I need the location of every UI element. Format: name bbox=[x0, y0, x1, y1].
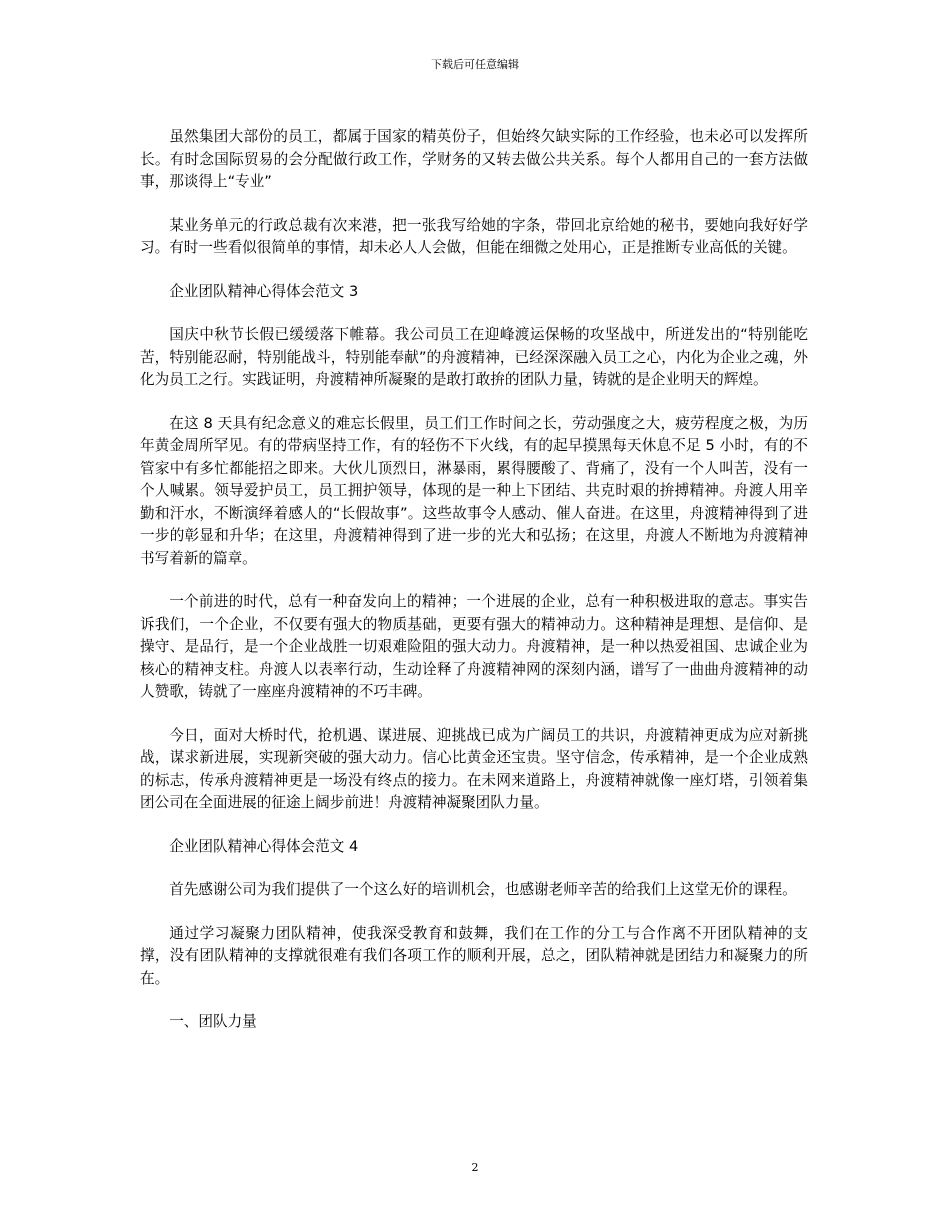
page-number: 2 bbox=[471, 1161, 479, 1174]
document-body bbox=[140, 126, 808, 1055]
paragraph: 国庆中秋节长假已缓缓落下帷幕。我公司员工在迎峰渡运保畅的攻坚战中，所迸发出的“特别能吃苦，特别能忍耐，特别能战斗，特别能奉献”的舟渡精神，已经深深融入员工之心，内化为企业之魂，外化为员工之行。实践证明，舟渡精神所凝聚的是敢打敢拚的团队力量，铸就的是企业明天的辉煌。 bbox=[140, 326, 808, 388]
paragraph: 今日，面对大桥时代，抢机遇、谋进展、迎挑战已成为广阔员工的共识，舟渡精神更成为应对新挑战，谋求新进展，实现新突破的强大动力。信心比黄金还宝贵。坚守信念，传承精神，是一个企业成熟的标志，传承舟渡精神更是一场没有终点的接力。在未网来道路上，舟渡精神就像一座灯塔，引领着集团公司在全面进展的征途上阔步前进！舟渡精神凝聚团队力量。 bbox=[140, 726, 808, 811]
paragraph: 某业务单元的行政总裁有次来港，把一张我写给她的字条，带回北京给她的秘书，要她向我好好学习。有时一些看似很简单的事情，却未必人人会做，但能在细微之处用心，正是推断专业高低的关键。 bbox=[140, 216, 808, 256]
section-heading: 企业团队精神心得体会范文 4 bbox=[169, 837, 359, 855]
paragraph: 在这 8 天具有纪念意义的难忘长假里，员工们工作时间之长，劳动强度之大，疲劳程度之极，为历年黄金周所罕见。有的带病坚持工作，有的轻伤不下火线，有的起早摸黑每天休息不足 5 小时，有的不管家中有多忙都能招之即来。大伙儿顶烈日，淋暴雨，累得腰酸了、背痛了，没有一个人叫苦，没有一个人喊累。领导爱护员工，员工拥护领导，体现的是一种上下团结、共克时艰的拚搏精神。舟渡人用辛勤和汗水，不断演绎着感人的“长假故事”。这些故事令人感动、催人奋进。在这里，舟渡精神得到了进一步的彰显和升华；在这里，舟渡精神得到了进一步的光大和弘扬；在这里，舟渡人不断地为舟渡精神书写着新的篇章。 bbox=[140, 414, 808, 567]
paragraph: 一个前进的时代，总有一种奋发向上的精神；一个进展的企业，总有一种积极进取的意志。事实告诉我们，一个企业，不仅要有强大的物质基础，更要有强大的精神动力。这种精神是理想、是信仰、是操守、是品行，是一个企业战胜一切艰难险阻的强大动力。舟渡精神，是一种以热爱祖国、忠诚企业为核心的精神支柱。舟渡人以表率行动，生动诠释了舟渡精神网的深刻内涵，谱写了一曲曲舟渡精神的动人赞歌，铸就了一座座舟渡精神的不巧丰碑。 bbox=[140, 593, 808, 700]
page-header: 下载后可任意编辑 bbox=[431, 58, 519, 71]
paragraph: 通过学习凝聚力团队精神，使我深受教育和鼓舞，我们在工作的分工与合作离不开团队精神的支撑，没有团队精神的支撑就很难有我们各项工作的顺利开展，总之，团队精神就是团结力和凝聚力的所在。 bbox=[140, 924, 808, 987]
paragraph: 首先感谢公司为我们提供了一个这么好的培训机会，也感谢老师辛苦的给我们上这堂无价的课程。 bbox=[169, 881, 797, 898]
paragraph: 虽然集团大部份的员工，都属于国家的精英份子，但始终欠缺实际的工作经验，也未必可以发挥所长。有时念国际贸易的会分配做行政工作，学财务的又转去做公共关系。每个人都用自己的一套方法做事，那谈得上“专业” bbox=[140, 128, 808, 190]
section-heading: 企业团队精神心得体会范文 3 bbox=[169, 282, 359, 300]
section-heading: 一、团队力量 bbox=[169, 1013, 257, 1030]
